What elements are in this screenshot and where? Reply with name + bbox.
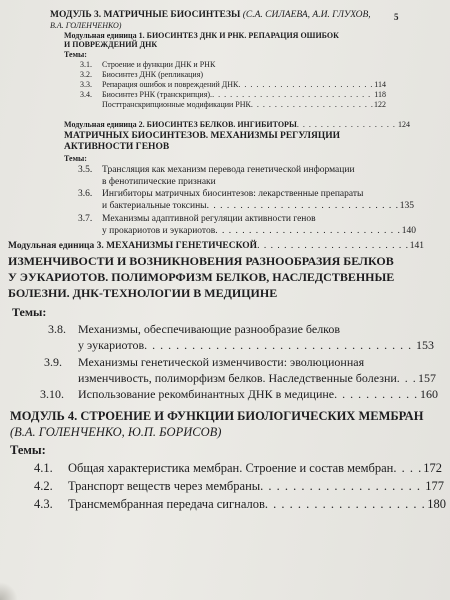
toc-entry-4-2: 4.2. Транспорт веществ через мембраны . . . 177 xyxy=(34,479,444,494)
module3-authors-line2: В.А. ГОЛЕНЧЕНКО) xyxy=(50,21,122,30)
page-ref: 180 xyxy=(427,497,446,511)
toc-entry-3-5: 3.5. Трансляция как механизм перевода генетической информации xyxy=(78,165,355,175)
unit3-heading-line3: У ЭУКАРИОТОВ. ПОЛИМОРФИЗМ БЕЛКОВ, НАСЛЕДСТВЕННЫЕ xyxy=(8,270,395,284)
module3-authors-line1: (С.А. СИЛАЕВА, А.И. ГЛУХОВ, xyxy=(242,10,371,20)
toc-entry-3-8: 3.8. Механизмы, обеспечивающие разнообразие белков xyxy=(48,322,341,336)
toc-entry-3-6-cont: и бактериальные токсины . . . 135 xyxy=(102,201,414,212)
toc-entry-4-3: 4.3. Трансмембранная передача сигналов . . . 180 xyxy=(34,497,446,512)
page-ref: 160 xyxy=(420,387,438,401)
page-ref: 172 xyxy=(423,461,442,475)
toc-entry-3-10: 3.10. Использование рекомбинантных ДНК в медицине . . . 160 xyxy=(40,387,438,401)
module4-authors: (В.А. ГОЛЕНЧЕНКО, Ю.П. БОРИСОВ) xyxy=(10,425,222,439)
unit3-page-ref: 141 xyxy=(409,241,424,251)
page-ref: 140 xyxy=(401,226,416,236)
page-ref: 114 xyxy=(374,80,386,89)
page-ref: 122 xyxy=(374,100,386,109)
page-corner-shadow xyxy=(0,582,18,600)
page-ref: 118 xyxy=(374,90,386,99)
unit3-heading-line4: БОЛЕЗНИ. ДНК-ТЕХНОЛОГИИ В МЕДИЦИНЕ xyxy=(8,286,278,300)
page-ref: 157 xyxy=(418,371,436,385)
unit2-heading-line2: МАТРИЧНЫХ БИОСИНТЕЗОВ. МЕХАНИЗМЫ РЕГУЛЯЦИИ xyxy=(64,131,341,141)
toc-entry-3-7-cont: у прокариотов и эукариотов . . . 140 xyxy=(102,226,416,237)
page-ref: 135 xyxy=(399,201,414,211)
unit1-heading-line2: И ПОВРЕЖДЕНИЙ ДНК xyxy=(64,40,158,49)
page-ref: 177 xyxy=(425,479,444,493)
toc-entry-3-4-cont: Посттранскрипционные модификации РНК . . . 122 xyxy=(80,100,386,109)
toc-entry-3-6: 3.6. Ингибиторы матричных биосинтезов: лекарственные препараты xyxy=(78,189,364,199)
unit1-heading-line1: Модульная единица 1. БИОСИНТЕЗ ДНК И РНК. РЕПАРАЦИЯ ОШИБОК xyxy=(64,31,339,40)
module3-heading: МОДУЛЬ 3. МАТРИЧНЫЕ БИОСИНТЕЗЫ (С.А. СИЛАЕВА, А.И. ГЛУХОВ, xyxy=(50,10,371,20)
page-ref: 153 xyxy=(416,338,434,352)
unit2-heading-line1: Модульная единица 2. БИОСИНТЕЗ БЕЛКОВ. ИНГИБИТОРЫ . . . 124 xyxy=(64,120,410,129)
page-number: 5 xyxy=(394,12,399,22)
toc-entry-3-7: 3.7. Механизмы адаптивной регуляции активности генов xyxy=(78,214,316,224)
module4-themes-label: Темы: xyxy=(10,443,46,457)
toc-entry-3-9: 3.9. Механизмы генетической изменчивости: эволюционная xyxy=(44,355,365,369)
unit3-heading-line2: ИЗМЕНЧИВОСТИ И ВОЗНИКНОВЕНИЯ РАЗНООБРАЗИЯ БЕЛКОВ xyxy=(8,254,394,268)
toc-entry-3-8-cont: у эукариотов . . . 153 xyxy=(78,338,434,352)
unit2-heading-line3: АКТИВНОСТИ ГЕНОВ xyxy=(64,142,170,152)
module4-heading: МОДУЛЬ 4. СТРОЕНИЕ И ФУНКЦИИ БИОЛОГИЧЕСКИХ МЕМБРАН xyxy=(10,409,424,423)
toc-entry-3-5-cont: в фенотипические признаки xyxy=(102,177,216,187)
unit3-heading-line1: Модульная единица 3. МЕХАНИЗМЫ ГЕНЕТИЧЕСКОЙ . . . 141 xyxy=(8,241,424,252)
toc-entry-3-9-cont: изменчивость, полиморфизм белков. Наследственные болезни . . . 157 xyxy=(78,371,436,385)
unit2-page-ref: 124 xyxy=(398,120,410,129)
unit2-themes-label: Темы: xyxy=(64,154,87,163)
toc-entry-3-3: 3.3. Репарация ошибок и повреждений ДНК . . . 114 xyxy=(80,80,386,89)
toc-entry-3-2: 3.2. Биосинтез ДНК (репликация) xyxy=(80,70,204,79)
toc-entry-3-1: 3.1. Строение и функции ДНК и РНК xyxy=(80,60,216,69)
unit1-themes-label: Темы: xyxy=(64,50,87,59)
toc-entry-3-4: 3.4. Биосинтез РНК (транскрипция). . . . 118 xyxy=(80,90,386,99)
toc-entry-4-1: 4.1. Общая характеристика мембран. Строение и состав мембран . . . 172 xyxy=(34,461,442,476)
unit3-themes-label: Темы: xyxy=(12,305,47,319)
